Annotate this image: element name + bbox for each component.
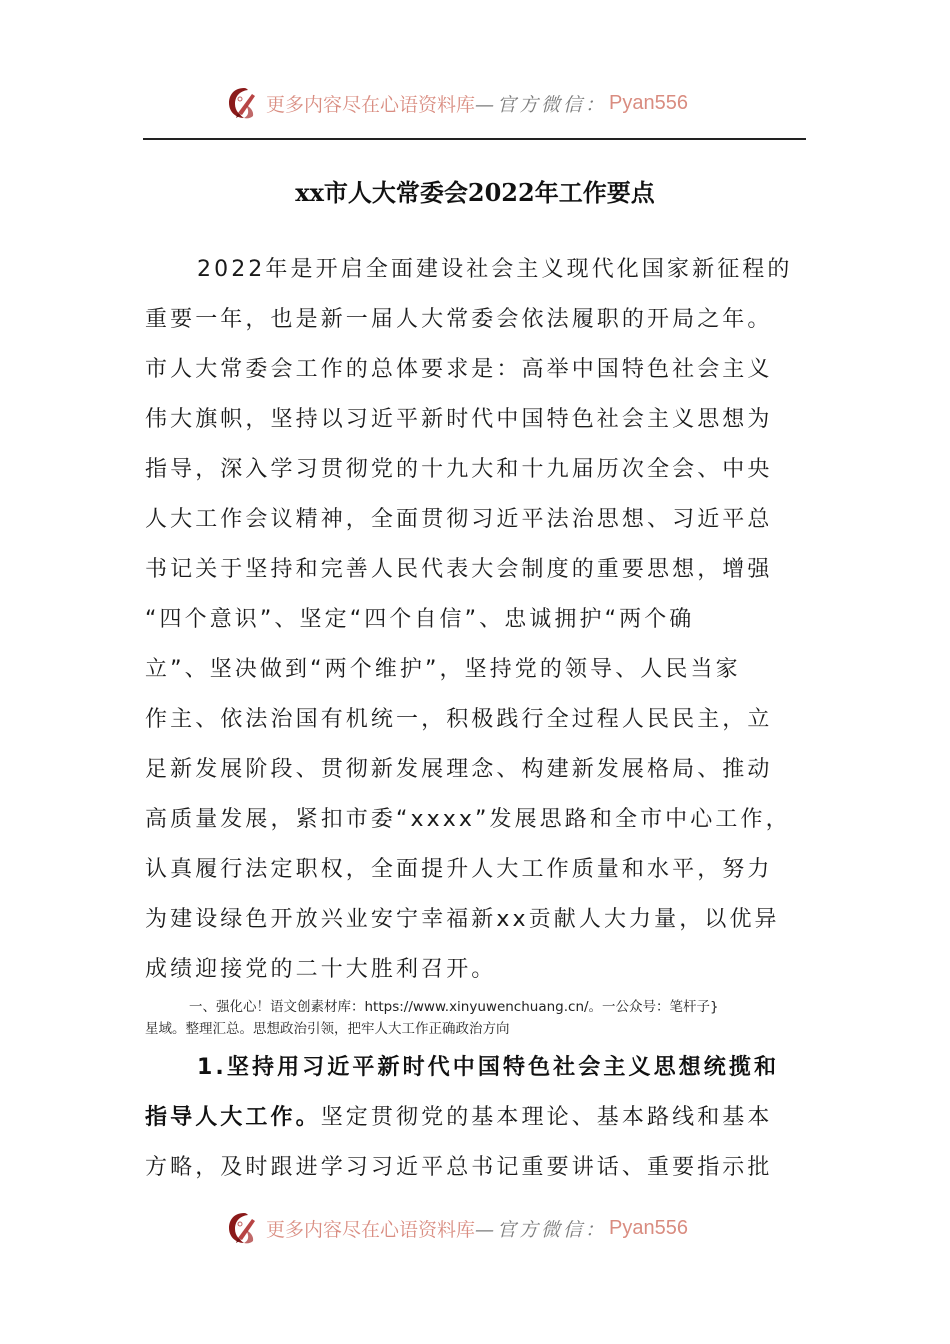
intro-line: 高质量发展，紧扣市委“xxxx”发展思路和全市中心工作， (145, 807, 791, 832)
watermark-wechat-id: Pyan556 (609, 1216, 688, 1239)
watermark-brand-text: 更多内容尽在心语资料库 (266, 1218, 476, 1241)
section-1-line-2 (145, 1093, 807, 1143)
intro-line: 指导，深入学习贯彻党的十九大和十九届历次全会、中央 (145, 457, 773, 482)
intro-line: 成绩迎接党的二十大胜利召开。 (145, 957, 497, 982)
intro-line: 作主、依法治国有机统一，积极践行全过程人民民主，立 (145, 707, 773, 732)
intro-line: 市人大常委会工作的总体要求是：高举中国特色社会主义 (145, 357, 773, 382)
intro-line: 认真履行法定职权，全面提升人大工作质量和水平，努力 (145, 857, 773, 882)
intro-line: 足新发展阶段、贯彻新发展理念、构建新发展格局、推动 (145, 757, 773, 782)
watermark-separator-text: —官方微信： (475, 1218, 608, 1241)
note-line: 星域。整理汇总。思想政治引领，把牢人大工作正确政治方向 (145, 1021, 510, 1037)
section-1-text: 坚定贯彻党的基本理论、基本路线和基本 (320, 1105, 773, 1130)
watermark-separator-text: —官方微信： (475, 93, 608, 116)
quill-pen-logo-icon (226, 1210, 262, 1246)
intro-line: 伟大旗帜，坚持以习近平新时代中国特色社会主义思想为 (145, 407, 773, 432)
intro-line: 为建设绿色开放兴业安宁幸福新xx贡献人大力量，以优异 (145, 907, 780, 932)
section-1-heading: 1.坚持用习近平新时代中国特色社会主义思想统揽和 (197, 1055, 780, 1080)
quill-pen-logo-icon (226, 85, 262, 121)
section-heading-note (145, 996, 810, 1040)
intro-line: “四个意识”、坚定“四个自信”、忠诚拥护“两个确 (145, 607, 695, 632)
intro-line: 重要一年，也是新一届人大常委会依法履职的开局之年。 (145, 307, 773, 332)
intro-line: 立”、坚决做到“两个维护”，坚持党的领导、人民当家 (145, 657, 741, 682)
document-title: xx市人大常委会2022年工作要点 (295, 178, 655, 207)
intro-line: 书记关于坚持和完善人民代表大会制度的重要思想，增强 (145, 557, 773, 582)
watermark-brand-text: 更多内容尽在心语资料库 (266, 93, 476, 116)
section-1-line-3: 方略，及时跟进学习习近平总书记重要讲话、重要指示批 (145, 1155, 773, 1180)
header-watermark (226, 83, 726, 123)
section-1-heading-end: 指导人大工作。 (145, 1105, 321, 1130)
intro-paragraph (145, 245, 807, 995)
intro-line: 2022年是开启全面建设社会主义现代化国家新征程的 (197, 257, 793, 282)
note-line: 一、强化心！语文创素材库：https://www.xinyuwenchuang.cn/。一公众号：笔杆子} (189, 999, 719, 1015)
watermark-wechat-id: Pyan556 (609, 91, 688, 114)
intro-line: 人大工作会议精神，全面贯彻习近平法治思想、习近平总 (145, 507, 773, 532)
header-divider (143, 138, 806, 140)
section-1-paragraph (145, 1043, 807, 1193)
footer-watermark (226, 1208, 726, 1248)
